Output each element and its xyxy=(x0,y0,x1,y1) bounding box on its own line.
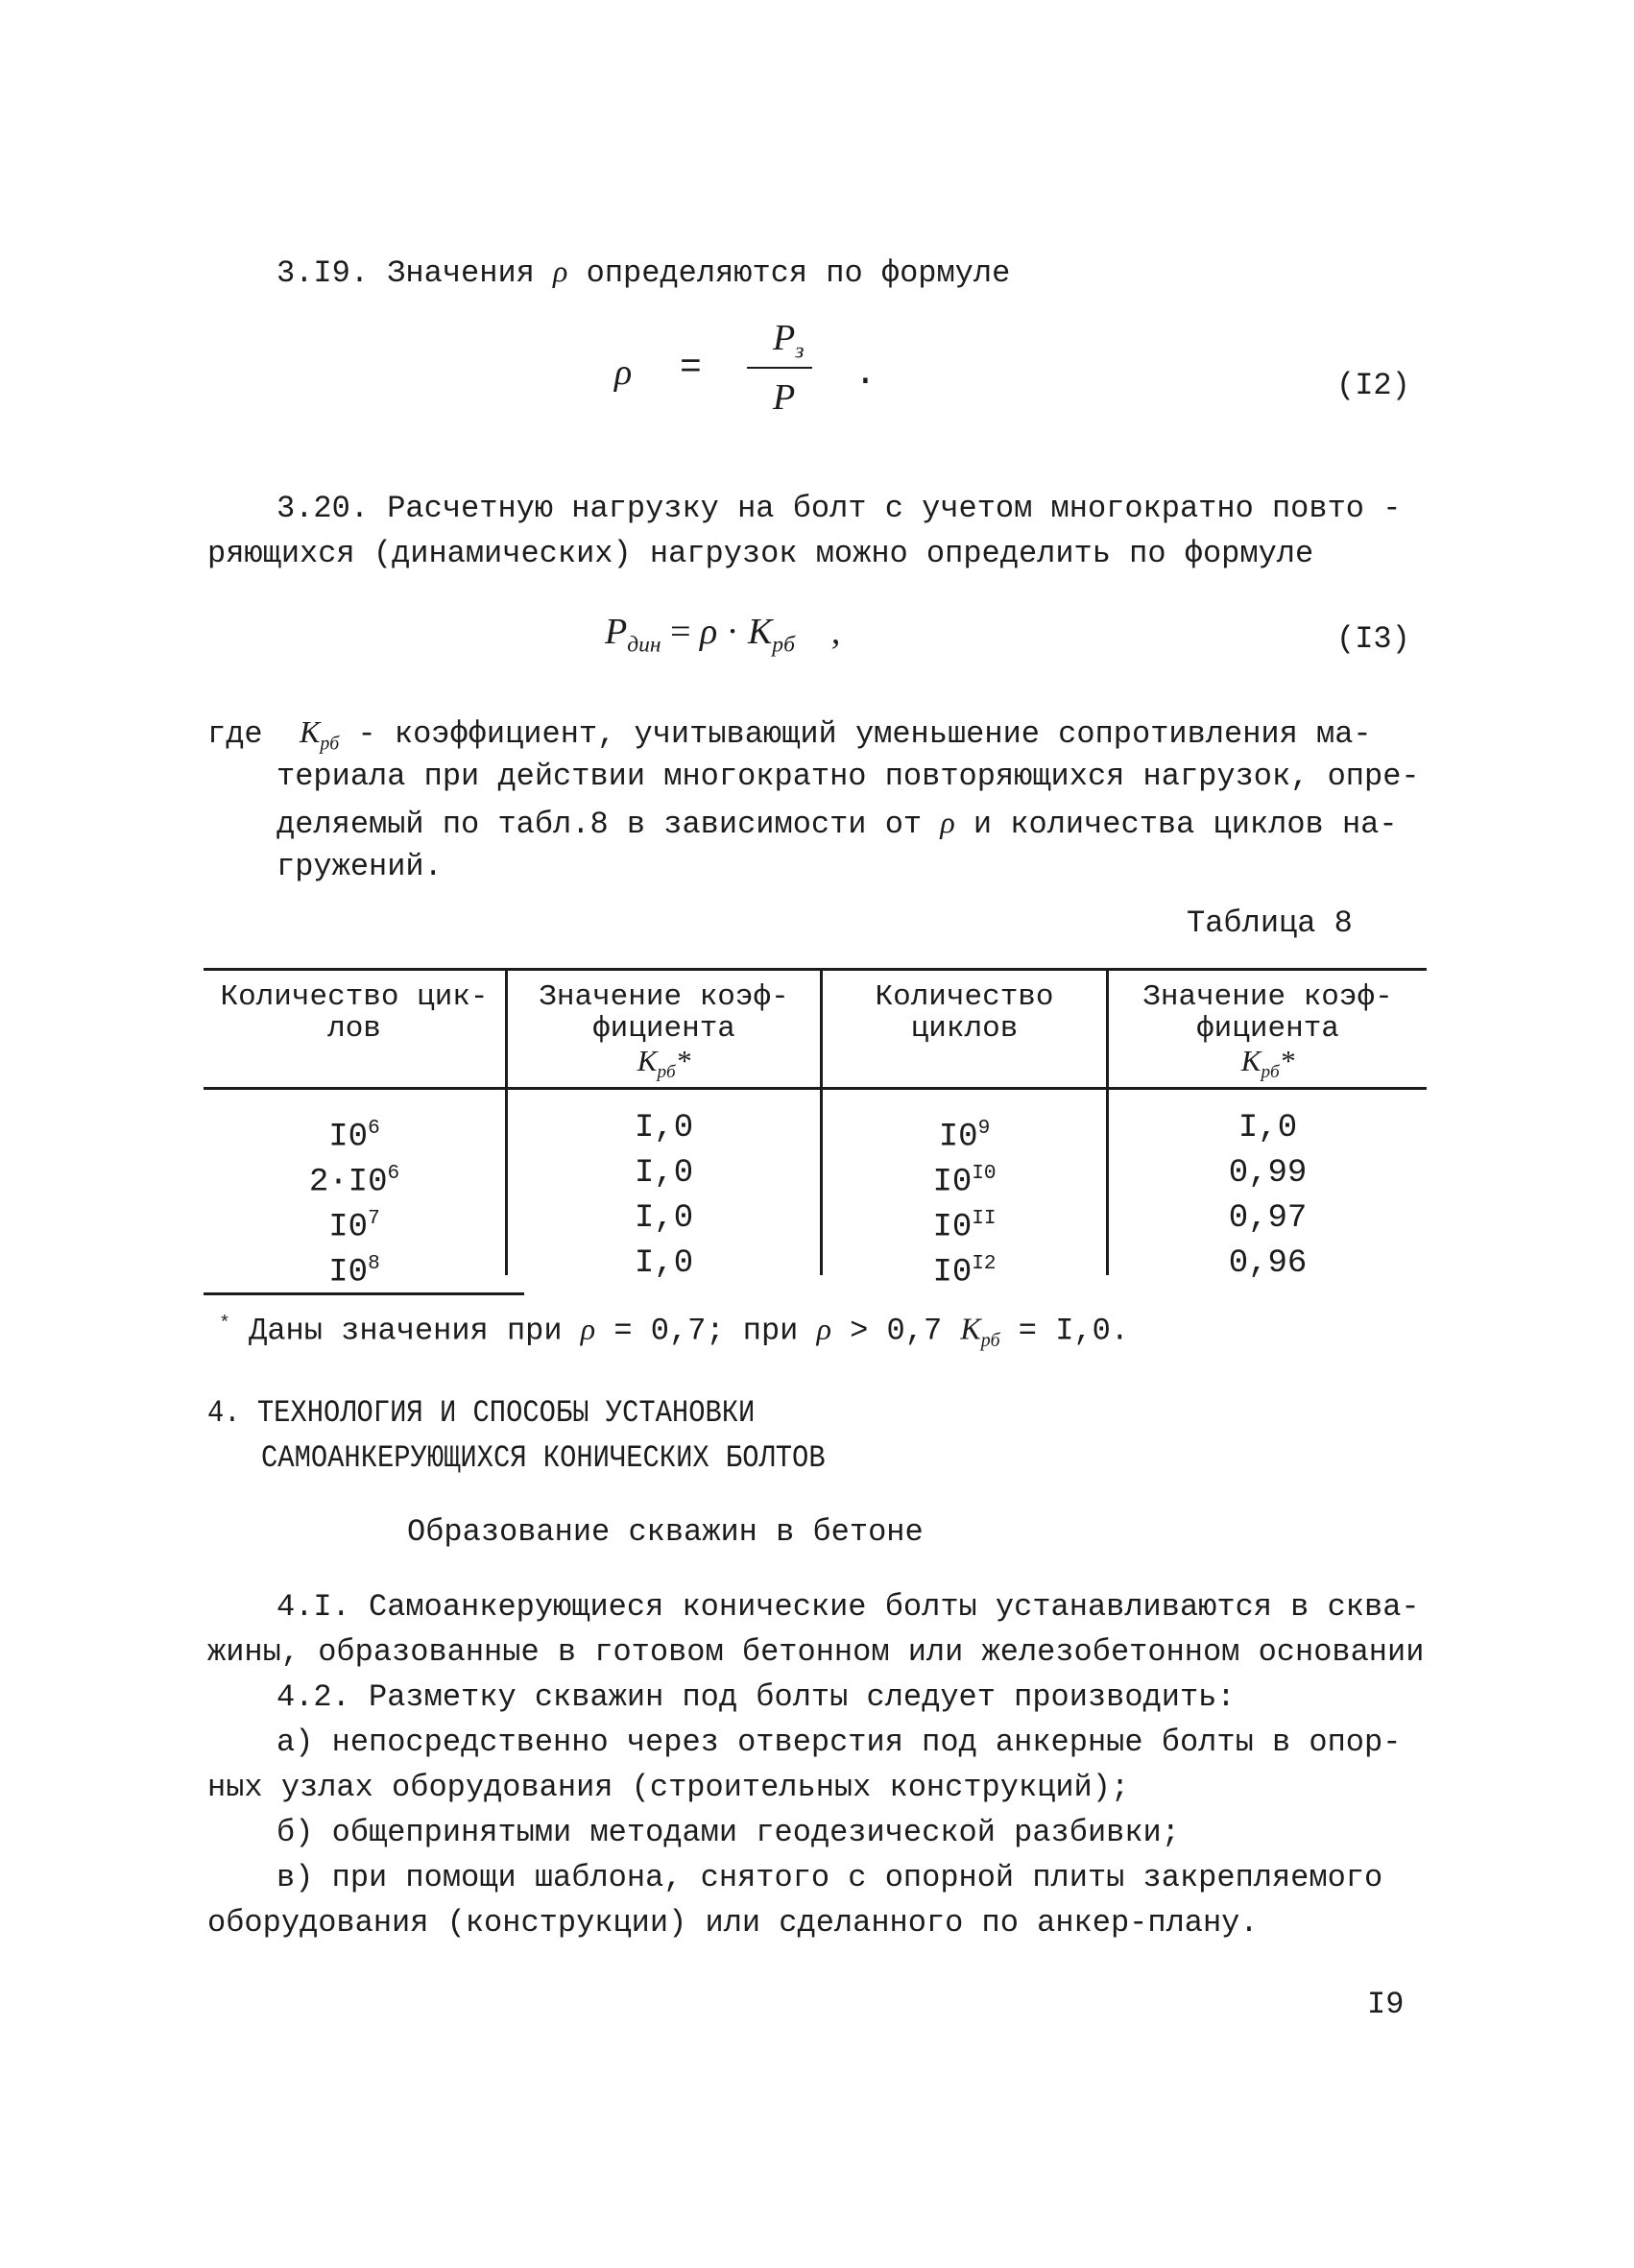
table-cell: $I0^{I2}$ xyxy=(932,1252,997,1291)
where-line2: териала при действии многократно повторяющихся нагрузок, опре- xyxy=(276,759,1420,794)
subheading: Образование скважин в бетоне xyxy=(407,1514,924,1550)
table-cell: I,0 xyxy=(634,1245,694,1282)
table-cell: 0,97 xyxy=(1228,1200,1308,1237)
p41-line2: жины, образованные в готовом бетонном или железобетонном основании xyxy=(207,1634,1425,1670)
table-top-rule xyxy=(204,968,1427,971)
section-heading-line2: САМОАНКЕРУЮЩИХСЯ КОНИЧЕСКИХ БОЛТОВ xyxy=(261,1440,826,1476)
p42-v-line1: в) при помощи шаблона, снятого с опорной плиты закрепляемого xyxy=(276,1860,1383,1895)
formula-13: $P_{дин} = \rho \cdot K_{рб}$ , xyxy=(605,612,841,658)
table-cell: 0,96 xyxy=(1228,1245,1308,1282)
header-col4: Значение коэф- фициента $K_{рб}*$ xyxy=(1142,980,1393,1083)
table-cell: I,0 xyxy=(1238,1110,1298,1146)
where-line1: где $K_{рб}$ - коэффициент, учитывающий уменьшение сопротивления ма- xyxy=(207,714,1372,755)
formula12-denominator: P xyxy=(773,377,796,418)
p42-line1: 4.2. Разметку скважин под болты следует производить: xyxy=(276,1679,1236,1715)
table-row: $I0^8$ xyxy=(328,1252,380,1291)
where-line3: деляемый по табл.8 в зависимости от ρ и количества циклов на- xyxy=(276,805,1398,842)
table-cell: $I0^{II}$ xyxy=(932,1207,997,1246)
p319-text-after: определяются по формуле xyxy=(567,255,1011,291)
table-cell: 0,99 xyxy=(1228,1155,1308,1192)
paragraph-3-19 xyxy=(276,248,1010,297)
table-cell: $I0^{I0}$ xyxy=(932,1162,997,1201)
p42-b: б) общепринятыми методами геодезической разбивки; xyxy=(276,1815,1180,1850)
p42-a-line2: ных узлах оборудования (строительных конструкций); xyxy=(207,1770,1130,1805)
p41-line1: 4.I. Самоанкерующиеся конические болты устанавливаются в сква- xyxy=(276,1589,1420,1625)
header-col2: Значение коэф- фициента $K_{рб}*$ xyxy=(539,980,789,1083)
formula12-dot: . xyxy=(854,353,877,395)
formula12-number: (I2) xyxy=(1336,368,1410,403)
page-number: I9 xyxy=(1367,1987,1405,2022)
p319-text: 3.I9. Значения xyxy=(276,255,554,291)
formula12-numerator: $P_з$ xyxy=(773,318,805,364)
table-cell: $I0^9$ xyxy=(938,1117,991,1156)
p42-a-line1: а) непосредственно через отверстия под анкерные болты в опор- xyxy=(276,1725,1402,1760)
table-row: $2\cdot I0^6$ xyxy=(308,1162,400,1201)
section-heading-line1: 4. ТЕХНОЛОГИЯ И СПОСОБЫ УСТАНОВКИ xyxy=(207,1395,756,1431)
rho-symbol: ρ xyxy=(553,253,568,288)
fraction-bar xyxy=(747,367,812,369)
p42-v-line2: оборудования (конструкции) или сделанного по анкер-плану. xyxy=(207,1905,1259,1941)
p320-line1: 3.20. Расчетную нагрузку на болт с учетом многократно повто - xyxy=(276,491,1402,526)
p320-line2: ряющихся (динамических) нагрузок можно определить по формуле xyxy=(207,536,1314,571)
table-footnote: * Даны значения при ρ = 0,7; при ρ > 0,7 $K_{рб} = I,0$. xyxy=(219,1311,1129,1352)
formula12-lhs: ρ xyxy=(614,352,633,393)
table-cell: I,0 xyxy=(634,1110,694,1146)
table-cell: I,0 xyxy=(634,1155,694,1192)
header-col1: Количество цик- лов xyxy=(220,980,489,1046)
table-row: $I0^6$ xyxy=(328,1117,380,1156)
header-col3: Количество циклов xyxy=(875,980,1054,1046)
formula13-number: (I3) xyxy=(1336,621,1410,657)
table-caption: Таблица 8 xyxy=(1187,905,1353,941)
table-row: $I0^7$ xyxy=(328,1207,380,1246)
where-line4: гружений. xyxy=(276,849,443,884)
table-cell: I,0 xyxy=(634,1200,694,1237)
formula12-eq: = xyxy=(680,348,702,389)
